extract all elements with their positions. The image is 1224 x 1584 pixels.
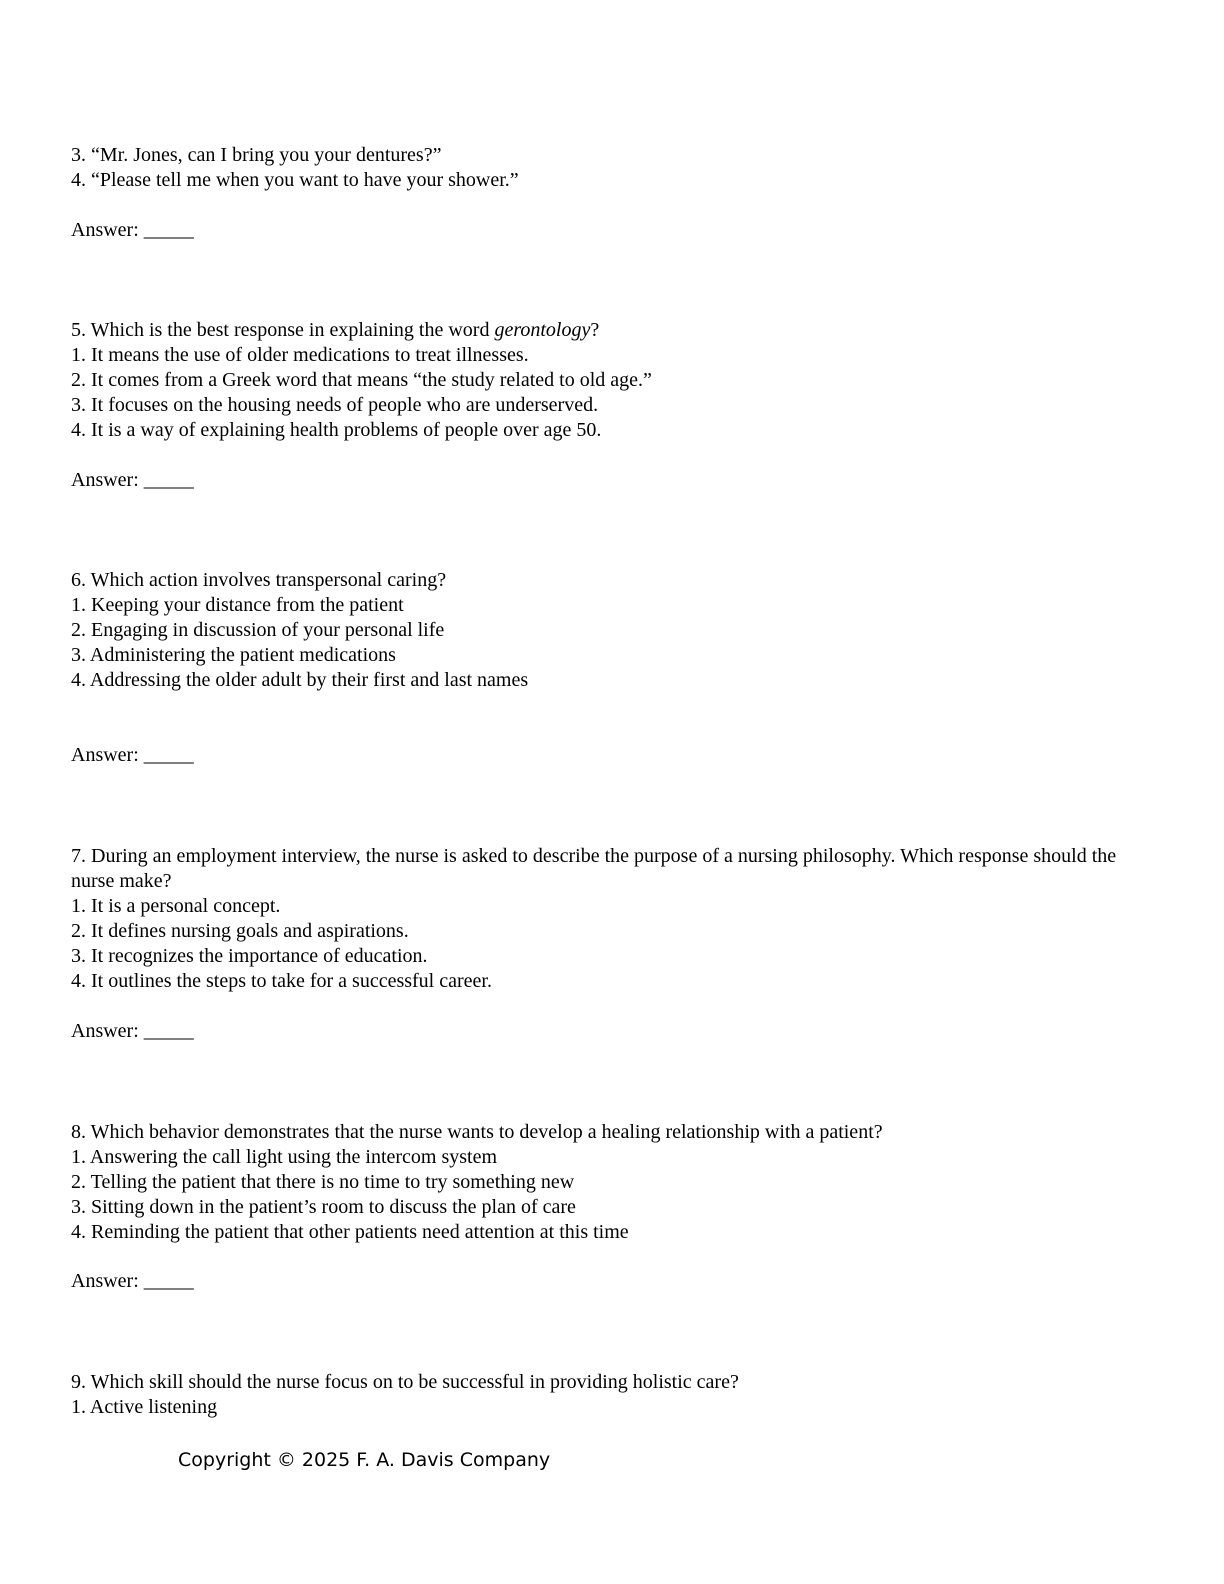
q5-stem-term: gerontology <box>494 319 591 341</box>
q4-option-3: 3. “Mr. Jones, can I bring you your dentures?” <box>71 144 442 166</box>
q7-stem: 7. During an employment interview, the nurse is asked to describe the purpose of a nursing philosophy. Which response should the nurse make? <box>71 845 1117 892</box>
q5-option-1: 1. It means the use of older medications to treat illnesses. <box>71 344 529 366</box>
q8-option-2: 2. Telling the patient that there is no time to try something new <box>71 1171 575 1193</box>
q6-option-1: 1. Keeping your distance from the patient <box>71 594 404 616</box>
copyright-footer: Copyright © 2025 F. A. Davis Company <box>178 1449 551 1471</box>
q6-option-3: 3. Administering the patient medications <box>71 644 396 666</box>
q8-option-3: 3. Sitting down in the patient’s room to discuss the plan of care <box>71 1196 576 1218</box>
q8-option-1: 1. Answering the call light using the intercom system <box>71 1146 498 1168</box>
q5-stem-text: 5. Which is the best response in explaining the word <box>71 319 495 341</box>
q8-option-4: 4. Reminding the patient that other patients need attention at this time <box>71 1221 629 1243</box>
q8-answer-blank[interactable]: Answer: _____ <box>71 1270 194 1292</box>
q5-stem <box>71 318 599 343</box>
q8-stem: 8. Which behavior demonstrates that the nurse wants to develop a healing relationship with a patient? <box>71 1121 883 1143</box>
q5-option-3: 3. It focuses on the housing needs of people who are underserved. <box>71 394 599 416</box>
q7-option-4: 4. It outlines the steps to take for a successful career. <box>71 970 492 992</box>
q6-stem: 6. Which action involves transpersonal caring? <box>71 569 447 591</box>
q7-option-1: 1. It is a personal concept. <box>71 895 281 917</box>
q5-option-4: 4. It is a way of explaining health problems of people over age 50. <box>71 419 602 441</box>
q5-answer-blank[interactable]: Answer: _____ <box>71 469 194 491</box>
q7-answer-blank[interactable]: Answer: _____ <box>71 1020 194 1042</box>
q5-stem-end: ? <box>590 319 600 341</box>
q4-option-4: 4. “Please tell me when you want to have your shower.” <box>71 169 519 191</box>
q5-option-2: 2. It comes from a Greek word that means “the study related to old age.” <box>71 369 652 391</box>
q7-option-2: 2. It defines nursing goals and aspirations. <box>71 920 409 942</box>
q4-answer-blank[interactable]: Answer: _____ <box>71 219 194 241</box>
q6-option-2: 2. Engaging in discussion of your personal life <box>71 619 445 641</box>
q6-option-4: 4. Addressing the older adult by their first and last names <box>71 669 529 691</box>
q6-answer-blank[interactable]: Answer: _____ <box>71 744 194 766</box>
q9-option-1: 1. Active listening <box>71 1396 218 1418</box>
q9-stem: 9. Which skill should the nurse focus on to be successful in providing holistic care? <box>71 1371 739 1393</box>
q7-option-3: 3. It recognizes the importance of education. <box>71 945 428 967</box>
